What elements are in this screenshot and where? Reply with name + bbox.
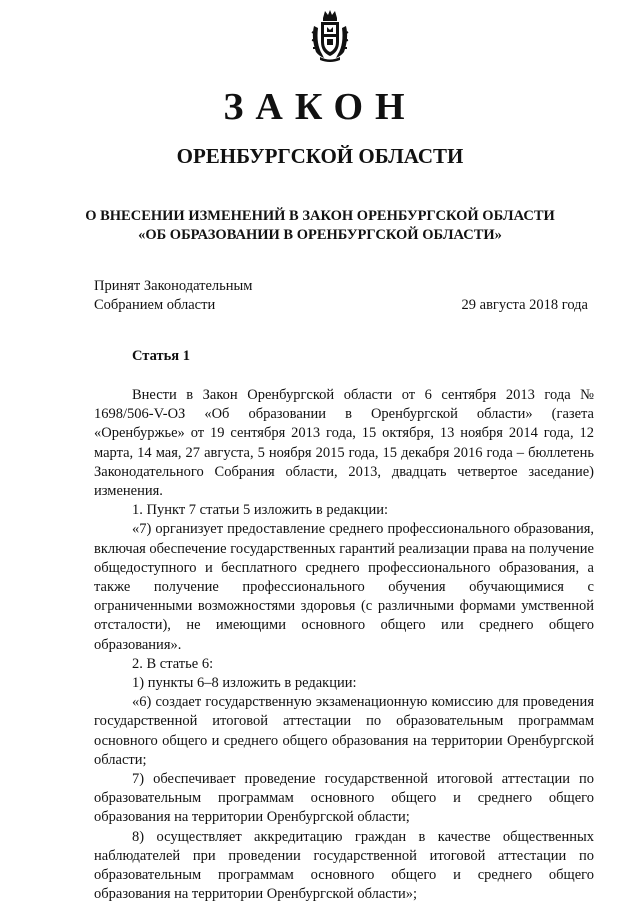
adoption-line-2: Собранием области	[94, 297, 216, 313]
coat-of-arms-icon	[310, 8, 350, 62]
law-subject-line-1: О ВНЕСЕНИИ ИЗМЕНЕНИЙ В ЗАКОН ОРЕНБУРГСКОЙ ОБЛАСТИ	[85, 208, 555, 224]
article-paragraph: «7) организует предоставление среднего профессионального образования, включая обеспечение государственных гарантий реализации права на получение общедоступного и бесплатного среднего профессионального образования, а также получение профессионального обучения обучающимися с ограниченными возможностями здоровья (с различными формами умственной отсталости), не имеющими основного общего или среднего общего образования».	[94, 521, 594, 653]
article-paragraph: 2. В статье 6:	[132, 655, 214, 672]
region-title: ОРЕНБУРГСКОЙ ОБЛАСТИ	[176, 144, 464, 168]
article-title: Статья 1	[132, 348, 190, 364]
article-paragraph: 7) обеспечивает проведение государственной итоговой аттестации по образовательным программам основного общего и среднего общего образования на территории Оренбургской области;	[94, 771, 594, 826]
law-title: ЗАКОН	[223, 86, 417, 128]
adoption-note	[94, 277, 252, 315]
article-paragraph: Внести в Закон Оренбургской области от 6 сентября 2013 года № 1698/506-V-ОЗ «Об образовании в Оренбургской области» (газета «Оренбуржье» от 19 сентября 2013 года, 15 октября, 13 ноября 2014 года, 12 марта, 14 мая, 27 августа, 5 ноября 2015 года, 15 декабря 2016 года – бюллетень Законодательного Собрания области, 2013, двадцать четвертое заседание) изменения.	[94, 387, 594, 500]
article-paragraph: 1. Пункт 7 статьи 5 изложить в редакции:	[132, 502, 388, 519]
article-paragraph: «6) создает государственную экзаменационную комиссию для проведения государственной итоговой аттестации по образовательным программам основного общего и среднего общего образования на территории Оренбургской области;	[94, 694, 594, 768]
article-paragraph: 1) пункты 6–8 изложить в редакции:	[132, 675, 357, 692]
adoption-date: 29 августа 2018 года	[461, 297, 588, 313]
adoption-line-1: Принят Законодательным	[94, 278, 253, 294]
law-subject	[0, 207, 640, 245]
article-paragraph: 8) осуществляет аккредитацию граждан в качестве общественных наблюдателей при проведении государственной итоговой аттестации по образовательным программам основного общего и среднего общего образования на территории Оренбургской области»;	[94, 828, 594, 903]
article-body	[94, 386, 594, 904]
law-subject-line-2: «ОБ ОБРАЗОВАНИИ В ОРЕНБУРГСКОЙ ОБЛАСТИ»	[138, 227, 502, 243]
